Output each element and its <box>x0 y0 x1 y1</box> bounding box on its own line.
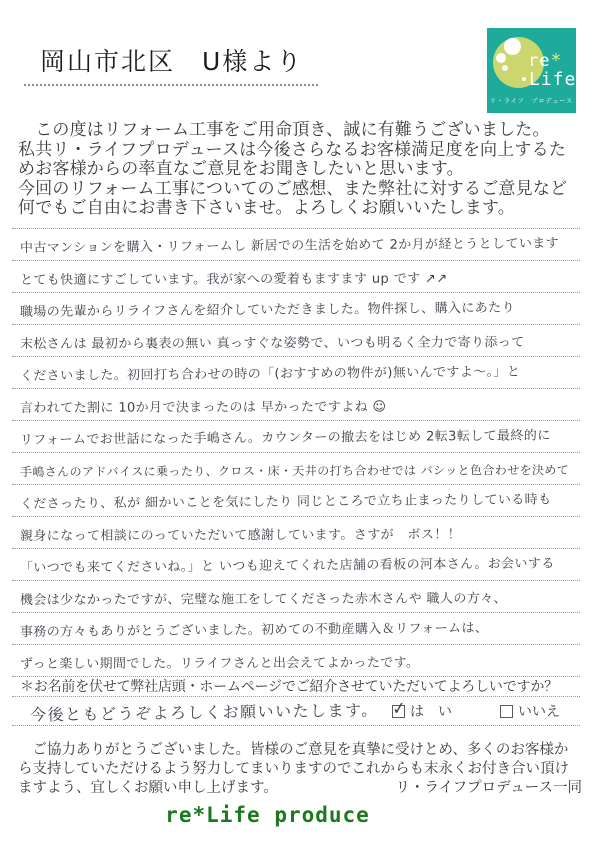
consent-question: ＊お名前を伏せて弊社店頭・ホームページでご紹介させていただいてよろしいですか？ <box>20 678 558 695</box>
bubble-icon <box>496 53 506 63</box>
consent-answer-row <box>12 697 580 726</box>
ruled-line <box>12 613 580 645</box>
page-title: 岡山市北区 U様より <box>40 47 304 76</box>
relife-logo <box>487 28 576 113</box>
consent-yes-label: は い <box>410 704 452 720</box>
ruled-line <box>12 645 580 677</box>
handwritten-text: リフォームでお世話になった手嶋さん。カウンターの撤去をはじめ 2転3転して最終的に <box>19 428 551 448</box>
bubble-icon <box>502 65 508 71</box>
brand-footer-text: re*Life produce <box>165 803 370 827</box>
ruled-line <box>12 581 580 613</box>
handwritten-text: 中古マンションを購入・リフォームし 新居での生活を始めて 2か月が経とうとしています <box>19 236 560 256</box>
ruled-line <box>12 293 580 325</box>
intro-line: めお客様からの率直なご意見をお聞きしたいと思います。 <box>18 159 464 179</box>
ruled-line <box>12 325 580 357</box>
consent-option-no <box>500 701 560 721</box>
intro-line: この度はリフォーム工事をご用命頂き、誠に有難うございました。 <box>18 120 550 140</box>
consent-no-label: いいえ <box>518 704 560 720</box>
handwritten-text: 機会は少なかったですが、完璧な施工をしてくださった赤木さんや 職人の方々、 <box>19 591 507 608</box>
handwritten-feedback-area <box>12 228 580 726</box>
bubble-icon <box>504 38 521 55</box>
intro-paragraph <box>18 121 584 219</box>
handwritten-text: 言われてた割に 10か月で決まったのは 早かったですよね ☺ <box>19 399 387 416</box>
handwritten-closing: 今後ともどうぞよろしくお願いいたします。 <box>29 700 379 725</box>
footer-paragraph <box>18 741 582 798</box>
handwritten-text: 職場の先輩からリライフさんを紹介していただきました。物件探し、購入にあたり <box>19 300 516 320</box>
footer-line <box>18 779 582 798</box>
ruled-line <box>12 357 580 389</box>
ruled-line <box>12 229 580 261</box>
title-underline <box>24 84 318 86</box>
intro-line: 私共リ・ライフプロデュースは今後さらなるお客様満足度を向上するた <box>18 139 567 160</box>
footer-line-text: ますよう、宜しくお願い申し上げます。 <box>18 780 278 796</box>
consent-option-yes <box>390 697 452 721</box>
intro-line: 何でもご自由にお書き下さいませ。よろしくお願いいたします。 <box>18 198 515 218</box>
ruled-line <box>12 261 580 293</box>
logo-re-text: re <box>528 51 551 71</box>
ruled-line <box>12 517 580 549</box>
ruled-line <box>12 421 580 453</box>
footer-line: ご協力ありがとうございました。皆様のご意見を真摯に受けとめ、多くのお客様か <box>18 742 569 758</box>
handwritten-text: くださいました。初回打ち合わせの時の「(おすすめの物件が)無いんですよ〜。」と <box>19 364 521 384</box>
handwritten-text: 親身になって相談にのっていただいて感謝しています。さすが ボス！！ <box>19 527 462 544</box>
company-signature: リ・ライフプロデュース一同 <box>395 780 582 796</box>
ruled-line <box>12 389 580 421</box>
check-mark-icon: ✓ <box>390 697 408 720</box>
handwritten-text: ずっと楽しい期間でした。リライフさんと出会えてよかったです。 <box>19 655 420 672</box>
ruled-line <box>12 549 580 581</box>
checkbox-no-icon <box>500 705 513 718</box>
handwritten-text: 「いつでも来てくださいね。」と いつも迎えてくれた店舗の看板の河本さん。お会いする <box>19 556 555 576</box>
ruled-line <box>12 453 580 485</box>
logo-brand-top <box>528 50 562 71</box>
star-icon: * <box>550 50 563 71</box>
handwritten-text: 事務の方々もありがとうございました。初めての不動産購入＆リフォームは、 <box>19 620 489 640</box>
bubble-icon <box>522 77 526 81</box>
logo-brand-bottom: Life <box>529 69 577 90</box>
footer-line: ら支持していただけるよう努力してまいりますのでこれからも末永くお付き合い頂け <box>18 761 569 777</box>
ruled-line <box>12 485 580 517</box>
checkbox-yes-checked-icon <box>390 697 408 720</box>
handwritten-text: とても快適にすごしています。我が家への愛着もますます up です ↗↗ <box>19 271 448 288</box>
intro-line: 今回のリフォーム工事についてのご感想、また弊社に対するご意見など <box>18 178 568 199</box>
consent-question-row <box>12 677 580 697</box>
handwritten-text: 末松さんは 最初から裏表の無い 真っすぐな姿勢で、いつも明るく全力で寄り添って <box>19 335 525 352</box>
logo-subtext: リ・ライフ プロデュース <box>489 98 574 105</box>
handwritten-text: 手嶋さんのアドバイスに乗ったり、クロス・床・天井の打ち合わせでは バシッと色合わせを決めて <box>19 463 570 479</box>
handwritten-text: くださったり、私が 細かいことを気にしたり 同じところで立ち止まったりしている時も <box>19 492 552 512</box>
